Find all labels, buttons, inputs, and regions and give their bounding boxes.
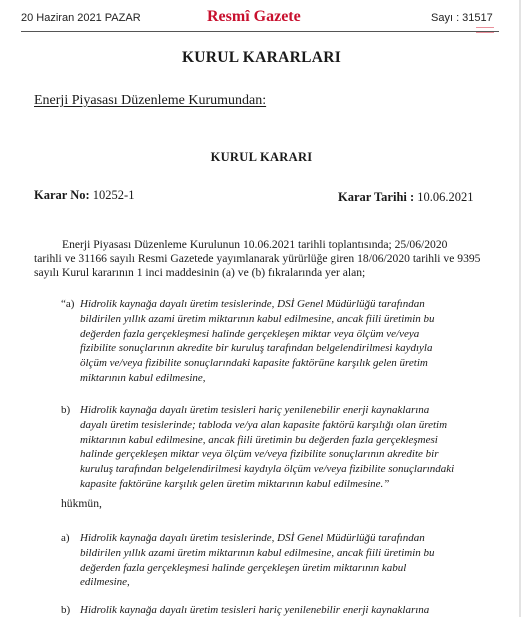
- intro-paragraph: [34, 238, 490, 280]
- decision-date: [338, 190, 474, 205]
- item-line: değerden fazla gerçekleşmesi halinde gerçekleşen miktar veya ölçüm ve/veya: [80, 327, 420, 340]
- item-marker: b): [61, 404, 71, 416]
- issuing-agency: Enerji Piyasası Düzenleme Kurumundan:: [34, 93, 267, 108]
- item-marker: “a): [61, 298, 75, 310]
- item-line: halinde gerçekleşen miktar veya ölçüm ve/veya fizibilite sonuçlarının akredite bir: [80, 448, 439, 461]
- section-title: KURUL KARARLARI: [181, 49, 342, 66]
- decision-number-value: 10252-1: [92, 188, 135, 202]
- item-line: Hidrolik kaynağa dayalı üretim tesisleri hariç yenilenebilir enerji kaynaklarına: [80, 604, 430, 616]
- item-body: [80, 403, 485, 492]
- item-line: kapasite faktörüne karşılık gelen üretim miktarının kabul edilmesine.”: [80, 477, 390, 490]
- item-line: fizibilite sonuçlarının akredite bir kuruluş tarafından belgelendirilmesi kaydıyla: [80, 342, 433, 355]
- item-body: [80, 531, 485, 590]
- item-line: miktarının kabul edilmesine, ancak fiili üretimin bu değerden fazla gerçekleşmesi: [80, 433, 438, 446]
- item-line: değerden fazla gerçekleşmesi halinde gerçekleşen üretim miktarının kabul: [80, 561, 407, 574]
- item-line: Hidrolik kaynağa dayalı üretim tesisleri hariç yenilenebilir enerji kaynaklarına: [80, 404, 430, 416]
- header-issue-number: Sayı : 31517: [431, 12, 493, 24]
- item-line: Hidrolik kaynağa dayalı üretim tesislerinde, DSİ Genel Müdürlüğü tarafından: [80, 532, 425, 544]
- item-body: [80, 297, 485, 386]
- intro-line: Enerji Piyasası Düzenleme Kurulunun 10.06.2021 tarihli toplantısında; 25/06/2020: [62, 238, 448, 251]
- item-line: miktarının kabul edilmesine,: [80, 371, 206, 384]
- item-body: [80, 603, 485, 617]
- stamp-mark-icon: [476, 27, 494, 33]
- item-line: bildirilen yıllık azami üretim miktarının kabul edilmesine, ancak fiili üretimin bu: [80, 546, 435, 559]
- item-line: edilmesine,: [80, 576, 130, 589]
- page-edge-shadow: [519, 0, 521, 617]
- header-date: 20 Haziran 2021 PAZAR: [21, 12, 141, 24]
- item-marker: b): [61, 604, 71, 616]
- item-marker: a): [61, 532, 70, 544]
- gazette-title: Resmî Gazete: [207, 8, 301, 25]
- item-line: kuruluş tarafından belgelendirilmesi kaydıyla ölçüm ve/veya fizibilite sonuçlarındaki: [80, 463, 455, 476]
- decision-number: [34, 188, 134, 203]
- decision-date-label: Karar Tarihi :: [338, 190, 415, 204]
- header-divider: [21, 31, 499, 32]
- decision-number-label: Karar No:: [34, 188, 90, 202]
- intro-line: tarihli ve 31166 sayılı Resmi Gazetede yayımlanarak yürürlüğe giren 18/06/2020 tarihli ve 9395: [34, 252, 481, 265]
- item-line: ölçüm ve/veya fizibilite sonuçlarındaki kapasite faktörüne karşılık gelen üretim: [80, 357, 428, 370]
- verdict-text: hükmün,: [61, 497, 102, 510]
- decision-heading: KURUL KARARI: [210, 150, 313, 164]
- item-line: bildirilen yıllık azami üretim miktarının kabul edilmesine, ancak fiili üretimin bu: [80, 312, 435, 325]
- decision-date-value: 10.06.2021: [417, 190, 474, 204]
- intro-line: sayılı Kurul kararının 1 inci maddesinin (a) ve (b) fıkralarında yer alan;: [34, 266, 366, 279]
- item-line: Hidrolik kaynağa dayalı üretim tesislerinde, DSİ Genel Müdürlüğü tarafından: [80, 298, 425, 310]
- item-line: dayalı üretim tesislerinde; tabloda ve/ya alan kapasite faktörü karşılığı olan üretim: [80, 418, 448, 431]
